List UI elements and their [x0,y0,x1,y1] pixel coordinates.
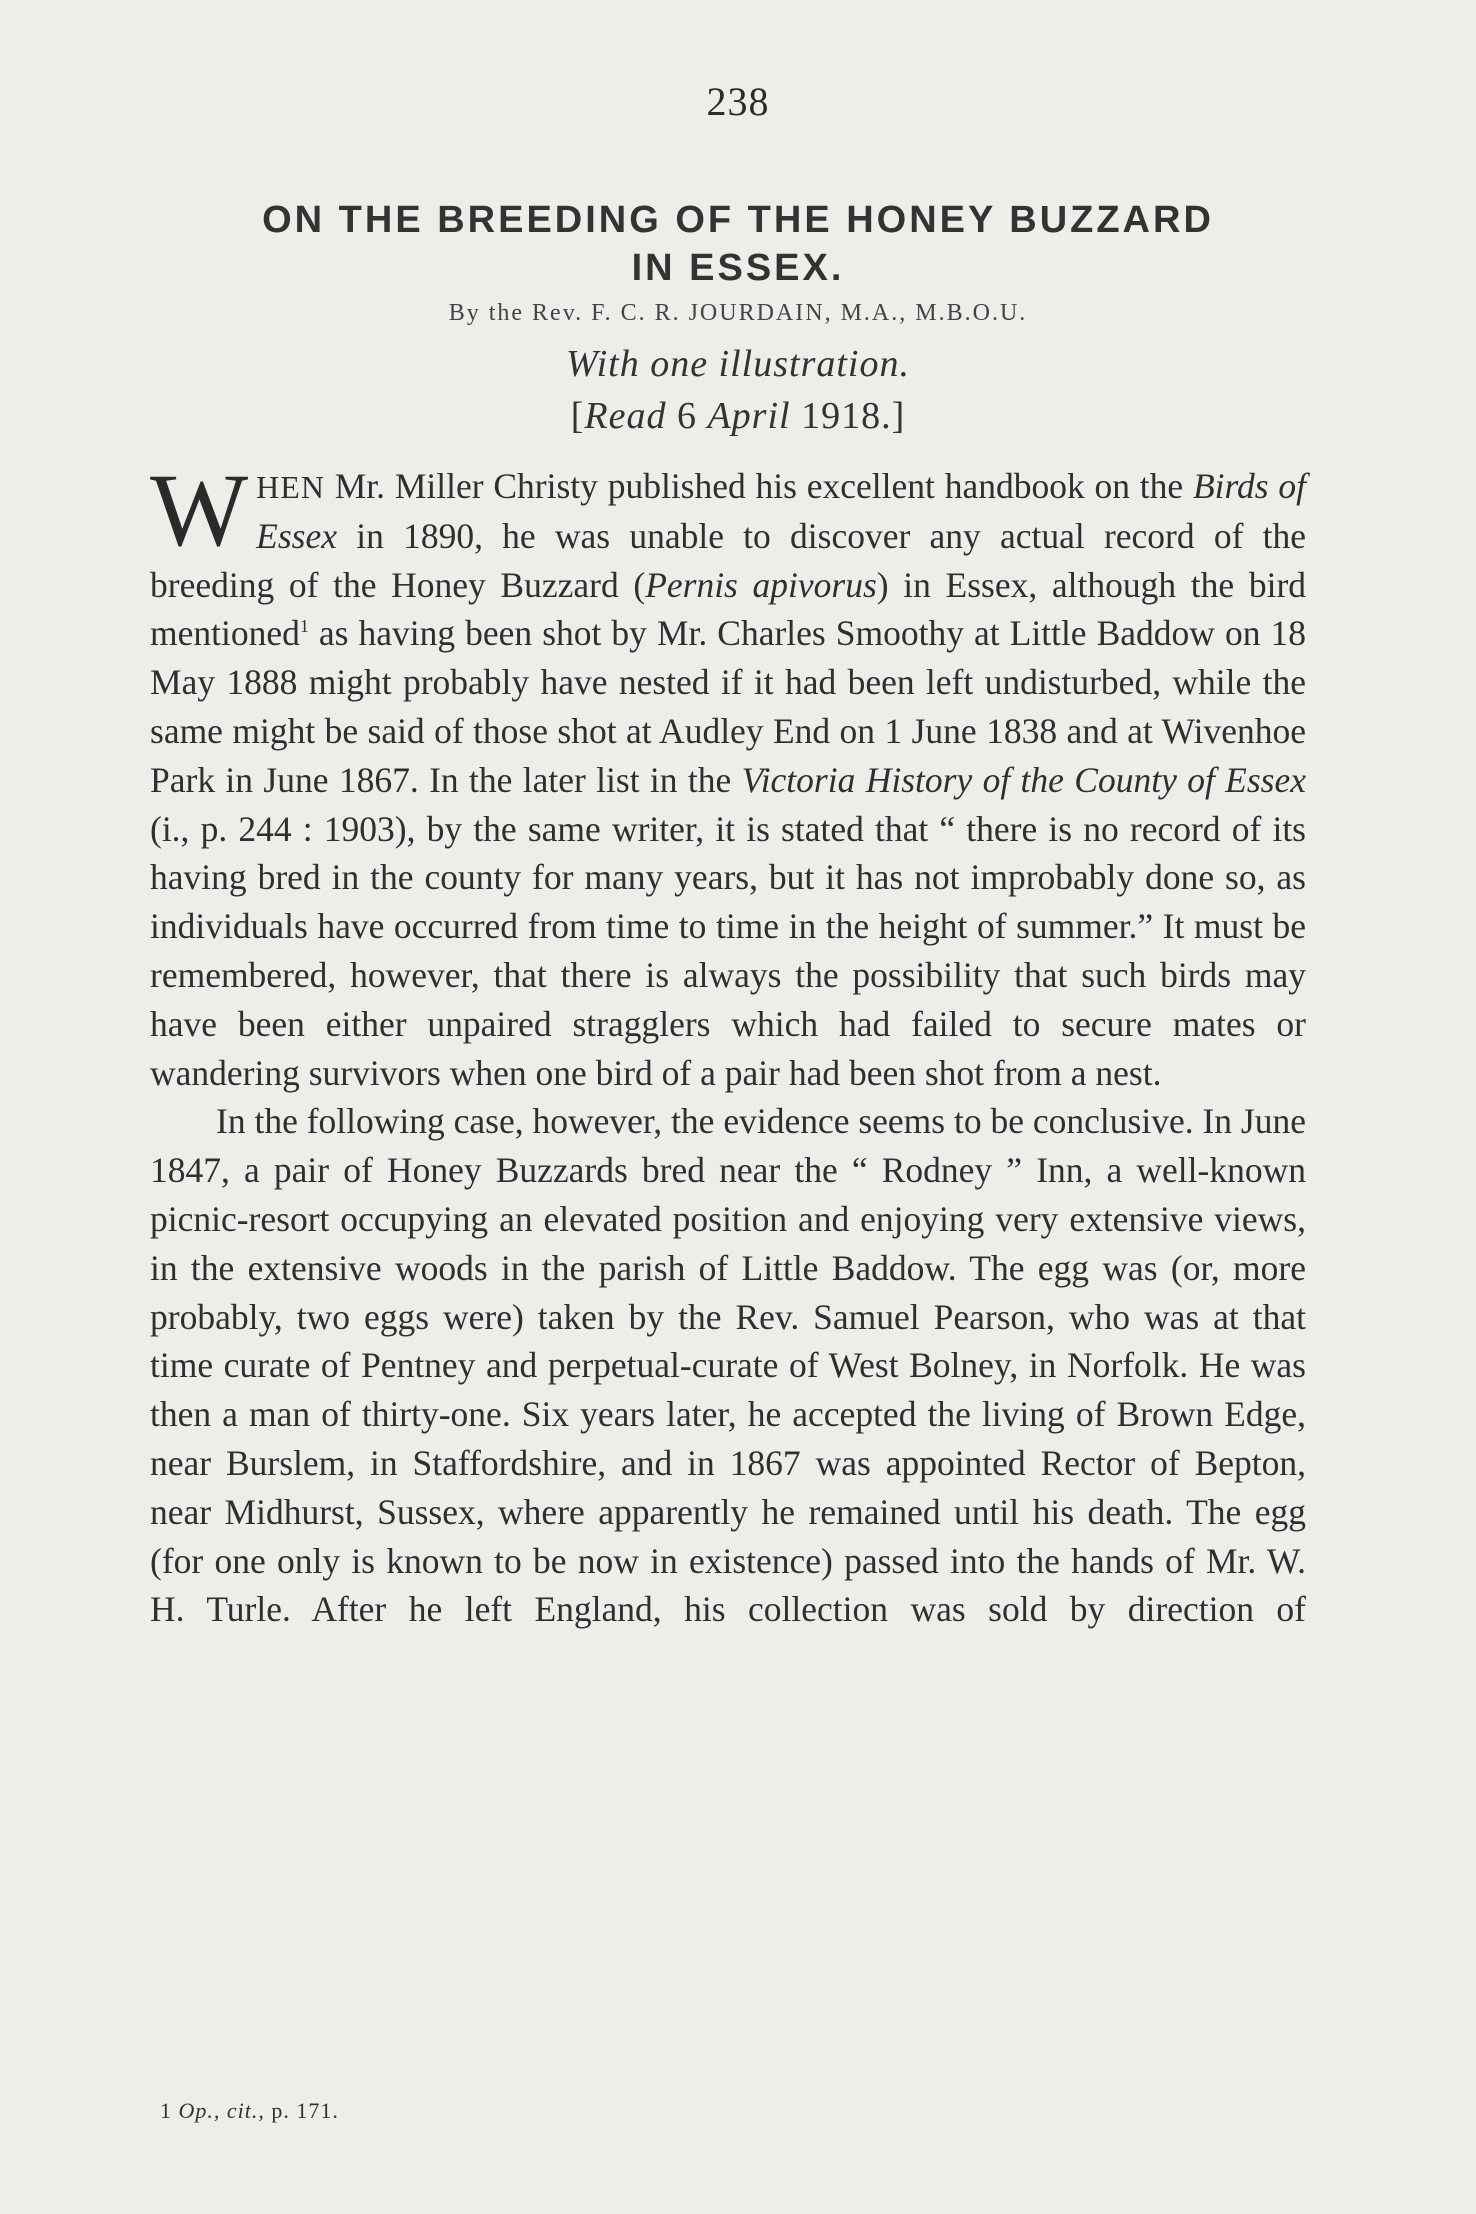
paragraph-2: In the following case, however, the evidence seems to be conclusive. In June 1847, a pair of Honey Buzzards bred near the “ Rodney ” Inn, a well-known picnic-resort occupying an elevated position and enjoying very extensive views, in the extensive woods in the parish of Little Baddow. The egg was (or, more probably, two eggs were) taken by the Rev. Samuel Pearson, who was at that time curate of Pentney and perpetual-curate of West Bolney, in Norfolk. He was then a man of thirty-one. Six years later, he accepted the living of Brown Edge, near Burslem, in Staffordshire, and in 1867 was appointed Rector of Bepton, near Midhurst, Sussex, where apparently he remained until his death. The egg (for one only is known to be now in existence) passed into the hands of Mr. W. H. Turle. After he left England, his collection was sold by direction of [150,1101,1306,1630]
article-title [150,196,1326,292]
illustration-note: With one illustration. [566,343,910,385]
paragraph-1: WHEN Mr. Miller Christy published his excellent handbook on the Birds of Essex in 1890, he was unable to discover any actual record of the breeding of the Honey Buzzard (Pernis apivorus) in Essex, although the bird mentioned$^1$ as having been shot by Mr. Charles Smoothy at Little Baddow on 18 May 1888 might probably have nested if it had been left undisturbed, while the same might be said of those shot at Audley End on 1 June 1838 and at Wivenhoe Park in June 1867. In the later list in the Victoria History of the County of Essex (i., p. 244 : 1903), by the same writer, it is stated that “ there is no record of its having bred in the county for many years, but it has not improbably done so, as individuals have occurred from time to time in the height of summer.” It must be remembered, however, that there is always the possibility that such birds may have been either unpaired stragglers which had failed to secure mates or wandering survivors when one bird of a pair had been shot from a nest. [150,453,1307,1093]
title-line-1: ON THE BREEDING OF THE HONEY BUZZARD [262,199,1214,241]
page-number: 238 [706,79,770,124]
read-word: Read [584,395,667,437]
author-byline: By the Rev. F. C. R. JOURDAIN, M.A., M.B.O.U. [448,300,1028,326]
drop-cap: W [150,453,249,568]
read-month: April [707,395,791,437]
article-body [150,453,1307,1634]
footnote: 1 Op., cit., p. 171. [160,2098,339,2123]
footnote-marker: 1 [299,616,309,637]
title-line-2: IN ESSEX. [631,247,845,289]
read-date: [Read 6 April 1918.] [570,395,906,437]
